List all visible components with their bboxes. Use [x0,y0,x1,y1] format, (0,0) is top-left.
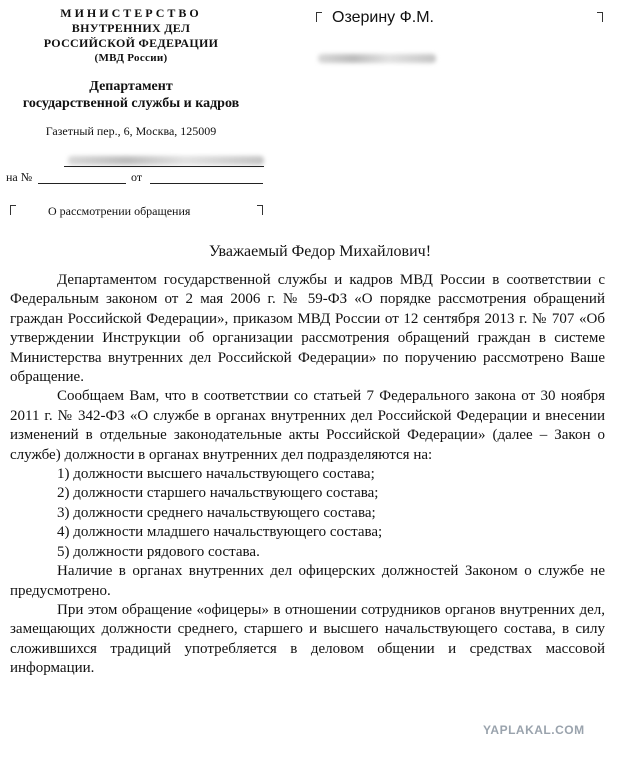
paragraph-2: Сообщаем Вам, что в соответствии со статьей 7 Федерального закона от 30 ноября 2011 г. № 342-ФЗ «О службе в органах внутренних дел Российской Федерации и внесении изменений в отдельные законодательные акты Российской Федерации» (далее – Закон о службе) должности в органах внутренних дел подразделяются на: [10,388,605,463]
bracket-right [257,205,263,215]
subject-line: О рассмотрении обращения [48,204,191,218]
mvd-abbrev: (МВД России) [94,52,168,64]
date-underline [64,166,264,167]
ministry-title: МИНИСТЕРСТВО [60,6,202,20]
reference-date-line [150,183,263,184]
paragraph-3: Наличие в органах внутренних дел офицерских должностей Законом о службе не предусмотрено. [10,563,605,599]
paragraph-1: Департаментом государственной службы и кадров МВД России в соответствии с Федеральным законом от 2 мая 2006 г. № 59-ФЗ «О порядке рассмотрения обращений граждан Российской Федерации», приказом МВД России от 12 сентября 2013 г. № 707 «Об утверждении Инструкции об организации рассмотрения обращений граждан в системе Министерства внутренних дел Российской Федерации» по поручению рассмотрено Ваше обращение. [10,272,605,386]
list-item: 4) должности младшего начальствующего состава; [57,524,383,541]
paragraph-4: При этом обращение «офицеры» в отношении сотрудников органов внутренних дел, замещающих должности среднего, старшего и высшего начальствующего состава, в силу сложившихся традиций употребляется в деловом общении и средствах массовой информации. [10,601,605,677]
salutation: Уважаемый Федор Михайлович! [208,243,432,260]
reference-date-label: от [131,170,143,184]
letter-body [10,271,605,679]
reference-number-line [38,183,126,184]
bracket-right [597,12,603,22]
list-item: 2) должности старшего начальствующего состава; [57,485,379,502]
department-name: Департамент [89,79,173,94]
watermark: YAPLAKAL.COM [483,723,585,737]
department-address: Газетный пер., 6, Москва, 125009 [45,124,217,138]
list-item: 3) должности среднего начальствующего состава; [57,504,376,521]
list-item: 1) должности высшего начальствующего состава; [57,466,375,483]
redacted-recipient-address [318,54,436,63]
redacted-date [68,156,264,165]
position-list [10,465,605,562]
federation-title: РОССИЙСКОЙ ФЕДЕРАЦИИ [43,36,219,50]
list-item: 5) должности рядового состава. [57,543,260,560]
internal-affairs-title: ВНУТРЕННИХ ДЕЛ [71,21,191,35]
bracket-left [10,205,16,215]
recipient-name: Озерину Ф.М. [332,9,434,26]
reference-number-label: на № [6,170,33,184]
department-subname: государственной службы и кадров [22,96,240,111]
bracket-left [316,12,322,22]
